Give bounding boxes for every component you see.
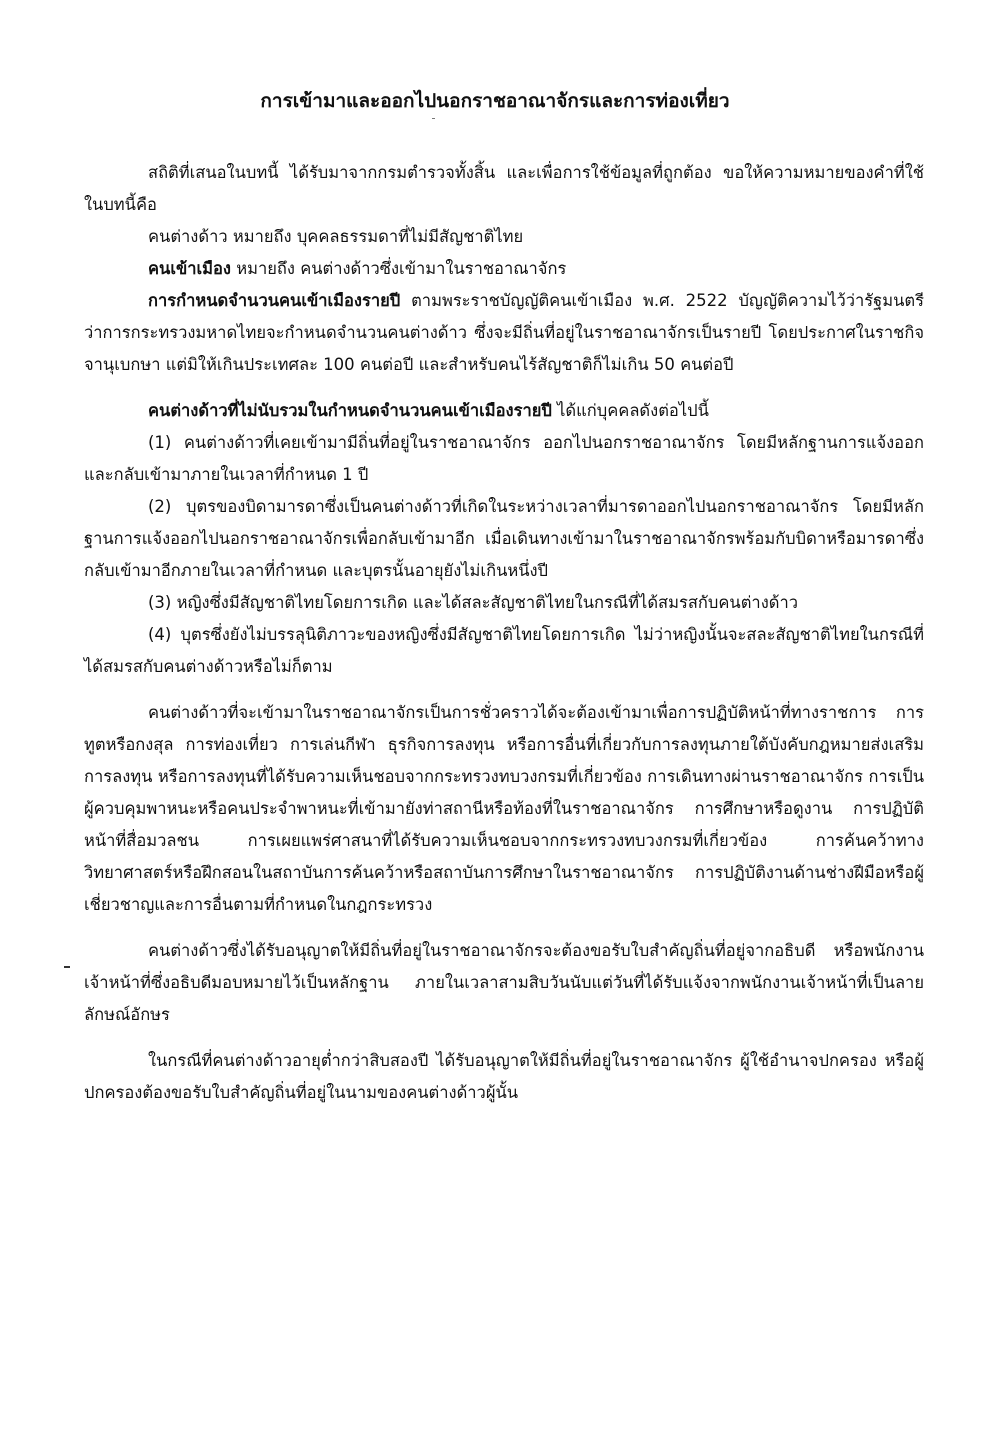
scan-margin-mark — [64, 966, 70, 968]
document-body — [84, 157, 924, 1109]
intro-paragraph: สถิติที่เสนอในบทนี้ ได้รับมาจากกรมตำรวจทั้งสิ้น และเพื่อการใช้ข้อมูลที่ถูกต้อง ขอให้ความหมายของคำที่ใช้ในบทนี้คือ — [84, 163, 924, 214]
document-title: การเข้ามาและออกไปนอกราชอาณาจักรและการท่องเที่ยว — [260, 90, 730, 112]
definition-alien: คนต่างด้าว หมายถึง บุคคลธรรมดาที่ไม่มีสัญชาติไทย — [148, 227, 524, 246]
definition-immigrant-term: คนเข้าเมือง — [148, 259, 231, 278]
definition-immigrant — [84, 253, 924, 285]
quota-paragraph — [84, 285, 924, 381]
exempt-heading: คนต่างด้าวที่ไม่นับรวมในกำหนดจำนวนคนเข้าเมืองรายปี — [148, 401, 552, 420]
scan-speck — [432, 118, 435, 119]
exempt-item-2: (2) บุตรของบิดามารดาซึ่งเป็นคนต่างด้าวที่เกิดในระหว่างเวลาที่มารดาออกไปนอกราชอาณาจักร โดยมีหลักฐานการแจ้งออกไปนอกราชอาณาจักรเพื่อกลับเข้ามาอีก เมื่อเดินทางเข้ามาในราชอาณาจักรพร้อมกับบิดาหรือมารดาซึ่งกลับเข้ามาอีกภายในเวลาที่กำหนด และบุตรนั้นอายุยังไม่เกินหนึ่งปี — [84, 497, 924, 580]
exempt-text: ได้แก่บุคคลดังต่อไปนี้ — [551, 401, 709, 420]
minor-residence-paragraph: ในกรณีที่คนต่างด้าวอายุต่ำกว่าสิบสองปี ได้รับอนุญาตให้มีถิ่นที่อยู่ในราชอาณาจักร ผู้ใช้อำนาจปกครอง หรือผู้ปกครองต้องขอรับใบสำคัญถิ่นที่อยู่ในนามของคนต่างด้าวผู้นั้น — [84, 1051, 924, 1102]
temporary-entry-paragraph: คนต่างด้าวที่จะเข้ามาในราชอาณาจักรเป็นการชั่วคราวได้จะต้องเข้ามาเพื่อการปฏิบัติหน้าที่ทางราชการ การทูตหรือกงสุล การท่องเที่ยว การเล่นกีฬา ธุรกิจการลงทุน หรือการอื่นที่เกี่ยวกับการลงทุนภายใต้บังคับกฎหมายส่งเสริมการลงทุน หรือการลงทุนที่ได้รับความเห็นชอบจากกระทรวงทบวงกรมที่เกี่ยวข้อง การเดินทางผ่านราชอาณาจักร การเป็นผู้ควบคุมพาหนะหรือคนประจำพาหนะที่เข้ามายังท่าสถานีหรือท้องที่ในราชอาณาจักร การศึกษาหรือดูงาน การปฏิบัติหน้าที่สื่อมวลชน การเผยแพร่ศาสนาที่ได้รับความเห็นชอบจากกระทรวงทบวงกรมที่เกี่ยวข้อง การค้นคว้าทางวิทยาศาสตร์หรือฝึกสอนในสถาบันการค้นคว้าหรือสถาบันการศึกษาในราชอาณาจักร การปฏิบัติงานด้านช่างฝีมือหรือผู้เชี่ยวชาญและการอื่นตามที่กำหนดในกฎกระทรวง — [84, 703, 924, 914]
definition-immigrant-text: หมายถึง คนต่างด้าวซึ่งเข้ามาในราชอาณาจักร — [230, 259, 567, 278]
exempt-item-4: (4) บุตรซึ่งยังไม่บรรลุนิติภาวะของหญิงซึ่งมีสัญชาติไทยโดยการเกิด ไม่ว่าหญิงนั้นจะสละสัญชาติไทยในกรณีที่ได้สมรสกับคนต่างด้าวหรือไม่ก็ตาม — [84, 625, 924, 676]
quota-heading: การกำหนดจำนวนคนเข้าเมืองรายปี — [148, 291, 401, 310]
quota-text: ตามพระราชบัญญัติคนเข้าเมือง พ.ศ. 2522 บัญญัติความไว้ว่ารัฐมนตรีว่าการกระทรวงมหาดไทยจะกำหนดจำนวนคนต่างด้าว ซึ่งจะมีถิ่นที่อยู่ในราชอาณาจักรเป็นรายปี โดยประกาศในราชกิจจานุเบกษา แต่มิให้เกินประเทศละ 100 คนต่อปี และสำหรับคนไร้สัญชาติก็ไม่เกิน 50 คนต่อปี — [84, 291, 924, 374]
residence-certificate-paragraph: คนต่างด้าวซึ่งได้รับอนุญาตให้มีถิ่นที่อยู่ในราชอาณาจักรจะต้องขอรับใบสำคัญถิ่นที่อยู่จากอธิบดี หรือพนักงานเจ้าหน้าที่ซึ่งอธิบดีมอบหมายไว้เป็นหลักฐาน ภายในเวลาสามสิบวันนับแต่วันที่ได้รับแจ้งจากพนักงานเจ้าหน้าที่เป็นลายลักษณ์อักษร — [84, 941, 924, 1024]
exempt-item-3: (3) หญิงซึ่งมีสัญชาติไทยโดยการเกิด และได้สละสัญชาติไทยในกรณีที่ได้สมรสกับคนต่างด้าว — [148, 593, 798, 612]
exempt-item-1: (1) คนต่างด้าวที่เคยเข้ามามีถิ่นที่อยู่ในราชอาณาจักร ออกไปนอกราชอาณาจักร โดยมีหลักฐานการแจ้งออกและกลับเข้ามาภายในเวลาที่กำหนด 1 ปี — [84, 433, 924, 484]
exempt-paragraph — [84, 395, 924, 427]
